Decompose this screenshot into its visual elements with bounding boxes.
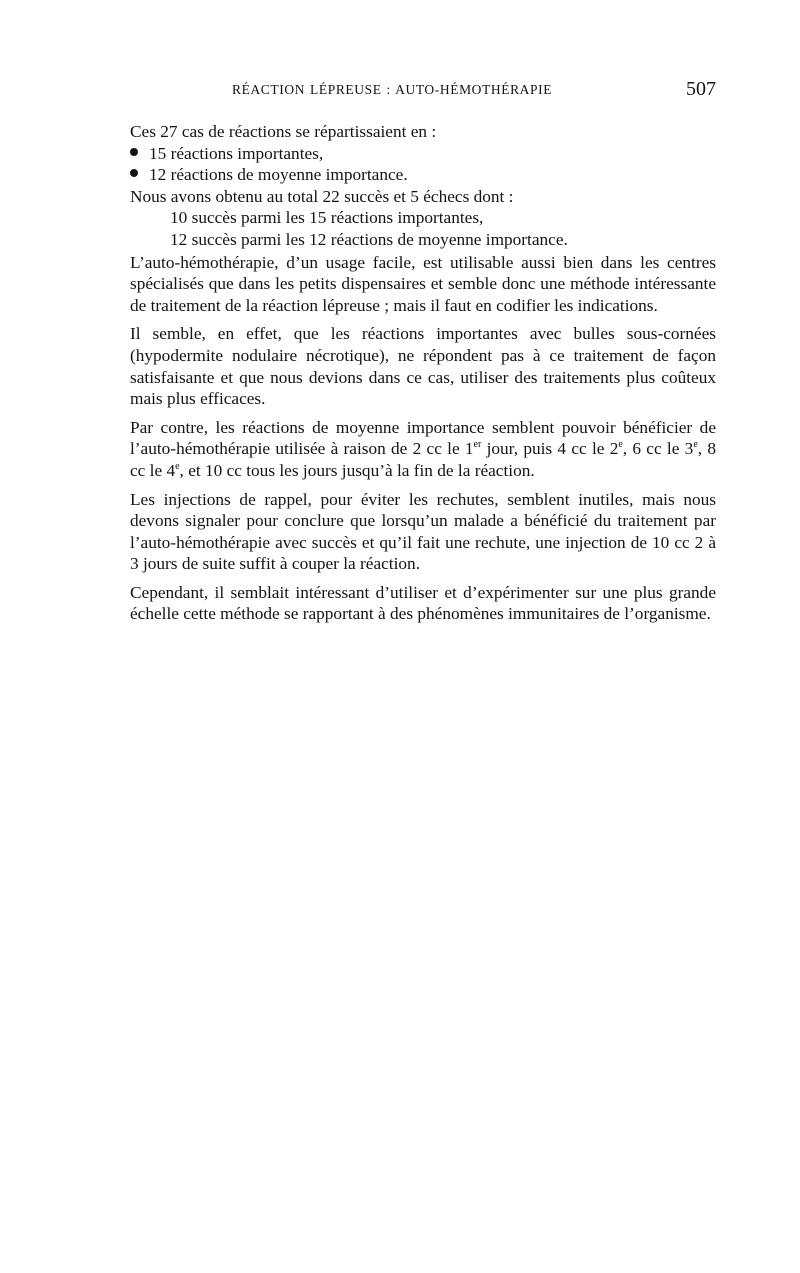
ordinal-suffix: e: [618, 439, 623, 451]
running-header: [130, 80, 716, 102]
result-item: 10 succès parmi les 15 réactions importantes,: [170, 208, 484, 228]
paragraph-text: Cependant, il semblait intéressant d’utiliser et d’expérimenter sur une plus grande échelle cette méthode se rapportant à des phénomènes immunitaires de l’organisme.: [130, 582, 716, 624]
paragraph-text: , 8 cc le 4: [130, 439, 717, 480]
dosage-paragraph: [130, 417, 716, 482]
paragraph: [130, 323, 716, 409]
paragraph-text: , 6 cc le 3: [622, 439, 694, 459]
paragraph-text: , et 10 cc tous les jours jusqu’à la fin de la réaction.: [179, 460, 535, 480]
paragraph: [130, 582, 716, 625]
ordinal-suffix: er: [473, 439, 482, 451]
paragraph-text: Par contre, les réactions de moyenne importance semblent pouvoir bénéficier de l’auto-hémothérapie utilisée à raison de 2 cc le 1: [130, 417, 716, 459]
ordinal-suffix: e: [175, 461, 180, 473]
result-item: 12 succès parmi les 12 réactions de moyenne importance.: [170, 229, 568, 249]
intro-line: Ces 27 cas de réactions se répartissaient en :: [130, 122, 437, 141]
paragraph-text: Il semble, en effet, que les réactions importantes avec bulles sous-cornées (hypodermite nodulaire nécrotique), ne répondent pas à ce traitement de façon satisfaisante et que nous devions dans ce cas, utiliser des traitements plus coûteux mais plus efficaces.: [130, 324, 716, 409]
paragraph-text: L’auto-hémothérapie, d’un usage facile, est utilisable aussi bien dans les centres spécialisés que dans les petits dispensaires et semble donc une méthode intéressante de traitement de la réaction lépreuse ; mais il faut en codifier les indications.: [130, 252, 716, 315]
paragraph-text: jour, puis 4 cc le 2: [481, 439, 619, 459]
bullet-text: 12 réactions de moyenne importance.: [149, 165, 408, 185]
paragraph-text: Les injections de rappel, pour éviter les rechutes, semblent inutiles, mais nous devons signaler pour conclure que lorsqu’un malade a bénéficié du traitement par l’auto-hémothérapie avec succès et qu’il fait une rechute, une injection de 10 cc 2 à 3 jours de suite suffit à couper la réaction.: [130, 489, 716, 574]
paragraph: [130, 252, 716, 317]
running-title: RÉACTION LÉPREUSE : AUTO-HÉMOTHÉRAPIE: [232, 82, 553, 97]
paragraph: [130, 489, 716, 575]
bullet-item: [130, 143, 716, 165]
page-number: 507: [686, 78, 716, 100]
bullet-item: [130, 164, 716, 186]
body-text: [130, 121, 716, 632]
bullet-dot-icon: [130, 148, 138, 156]
ordinal-suffix: e: [693, 439, 698, 451]
results-line: Nous avons obtenu au total 22 succès et 5 échecs dont :: [130, 186, 514, 206]
bullet-text: 15 réactions importantes,: [149, 143, 324, 163]
bullet-dot-icon: [130, 169, 138, 177]
